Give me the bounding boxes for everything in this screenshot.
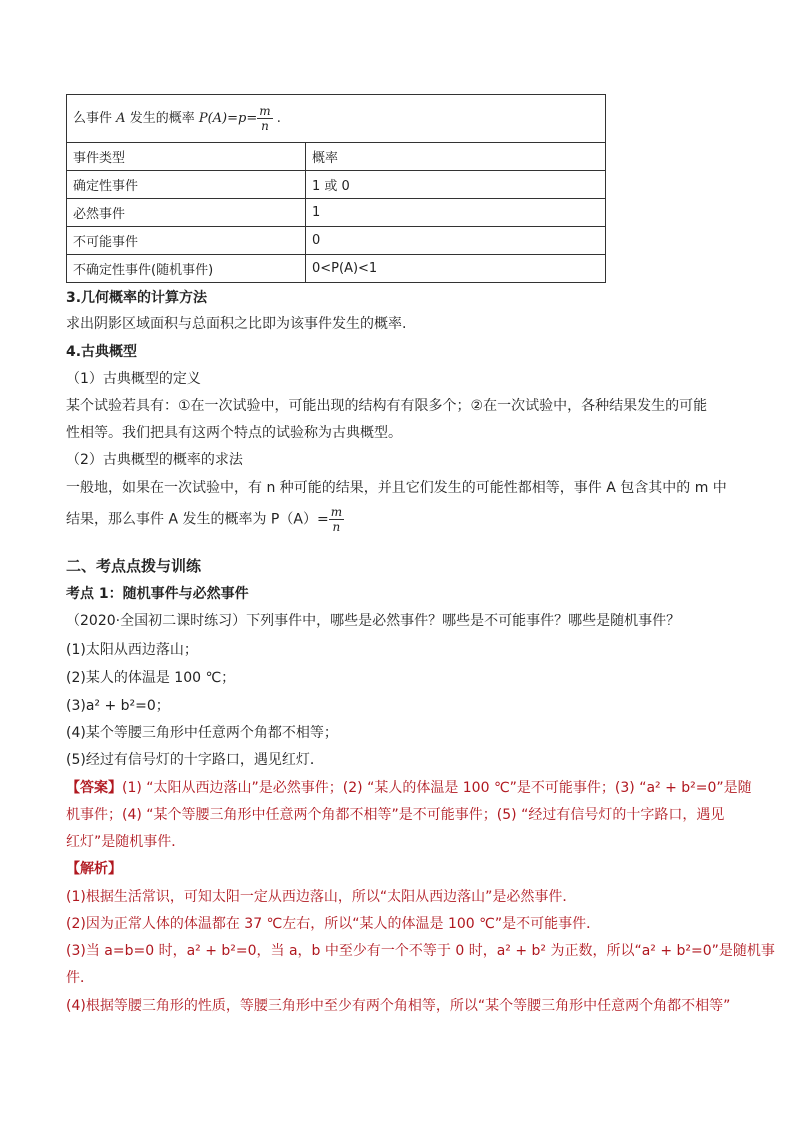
- section4-p1-line1: 某个试验若具有：①在一次试验中，可能出现的结构有有限多个；②在一次试验中，各种结果发生的可能: [66, 398, 708, 414]
- intro-period: .: [276, 111, 281, 126]
- fraction-numerator: m: [330, 505, 343, 519]
- table-row: [67, 227, 606, 255]
- section4-sub1: （1）古典概型的定义: [66, 371, 201, 387]
- answer-line1: [66, 777, 752, 797]
- probability-cell: 1: [306, 199, 606, 227]
- kp1-title: 考点 1：随机事件与必然事件: [66, 586, 249, 602]
- p2-fraction: [329, 505, 344, 534]
- analysis-line: (1)根据生活常识，可知太阳一定从西边落山，所以“太阳从西边落山”是必然事件．: [66, 889, 577, 905]
- question-item: (1)太阳从西边落山；: [66, 642, 198, 658]
- analysis-line: (3)当 a=b=0 时，a² + b²=0，当 a，b 中至少有一个不等于 0 时，a² + b² 为正数，所以“a² + b²=0”是随机事: [66, 943, 775, 959]
- header-probability: 概率: [306, 143, 606, 171]
- probability-cell: 1 或 0: [306, 171, 606, 199]
- answer-label: 【答案】: [66, 780, 122, 796]
- section4-sub2: （2）古典概型的概率的求法: [66, 452, 243, 468]
- fraction-denominator: n: [332, 520, 341, 534]
- event-type-cell: 不可能事件: [67, 227, 306, 255]
- analysis-line: (4)根据等腰三角形的性质，等腰三角形中至少有两个角相等，所以“某个等腰三角形中任意两个角都不相等”: [66, 998, 731, 1014]
- intro-text-mid: 发生的概率: [129, 111, 195, 126]
- event-type-cell: 确定性事件: [67, 171, 306, 199]
- question-item: (4)某个等腰三角形中任意两个角都不相等；: [66, 725, 338, 741]
- section4-p2-line2: [66, 505, 344, 534]
- question-item: (3)a² + b²=0；: [66, 698, 170, 714]
- section4-title: 4.古典概型: [66, 344, 138, 360]
- question-item: (2)某人的体温是 100 ℃；: [66, 670, 236, 686]
- table-row: [67, 255, 606, 283]
- section3-title: 3.几何概率的计算方法: [66, 290, 208, 306]
- fraction-denominator: n: [261, 119, 269, 133]
- section4-p2-line1: 一般地，如果在一次试验中，有 n 种可能的结果，并且它们发生的可能性都相等，事件 A 包含其中的 m 中: [66, 480, 727, 496]
- probability-cell: 0<P(A)<1: [306, 255, 606, 283]
- p2-line2-text: 结果，那么事件 A 发生的概率为 P（A）=: [66, 511, 329, 528]
- section4-p1-line2: 性相等。我们把具有这两个特点的试验称为古典概型。: [66, 425, 402, 441]
- probability-cell: 0: [306, 227, 606, 255]
- fraction-numerator: m: [259, 104, 271, 118]
- probability-table: [66, 94, 606, 283]
- analysis-line: (2)因为正常人体的体温都在 37 ℃左右，所以“某人的体温是 100 ℃”是不可能事件．: [66, 916, 601, 932]
- part2-title: 二、考点点拨与训练: [66, 557, 202, 575]
- answer-line3: 红灯”是随机事件．: [66, 834, 186, 850]
- question-text: （2020·全国初二课时练习）下列事件中，哪些是必然事件？哪些是不可能事件？哪些是随机事件？: [66, 613, 681, 629]
- table-intro-row: [67, 95, 606, 143]
- table-row: [67, 171, 606, 199]
- analysis-label: 【解析】: [66, 861, 122, 877]
- intro-text: 么事件: [73, 111, 113, 126]
- header-event-type: 事件类型: [67, 143, 306, 171]
- table-row: [67, 199, 606, 227]
- answer-text: (1) “太阳从西边落山”是必然事件；(2) “某人的体温是 100 ℃”是不可能事件；(3) “a² + b²=0”是随: [122, 780, 752, 796]
- intro-fraction: [257, 104, 272, 133]
- intro-event-a: A: [116, 111, 126, 126]
- event-type-cell: 不确定性事件(随机事件): [67, 255, 306, 283]
- table-header-row: [67, 143, 606, 171]
- intro-formula: P(A)=p=: [198, 111, 258, 126]
- analysis-line: 件．: [66, 970, 94, 986]
- table-intro-cell: [67, 95, 606, 143]
- question-item: (5)经过有信号灯的十字路口，遇见红灯．: [66, 752, 324, 768]
- answer-line2: 机事件；(4) “某个等腰三角形中任意两个角都不相等”是不可能事件；(5) “经过有信号灯的十字路口，遇见: [66, 807, 725, 823]
- event-type-cell: 必然事件: [67, 199, 306, 227]
- section3-body: 求出阴影区域面积与总面积之比即为该事件发生的概率.: [66, 316, 407, 332]
